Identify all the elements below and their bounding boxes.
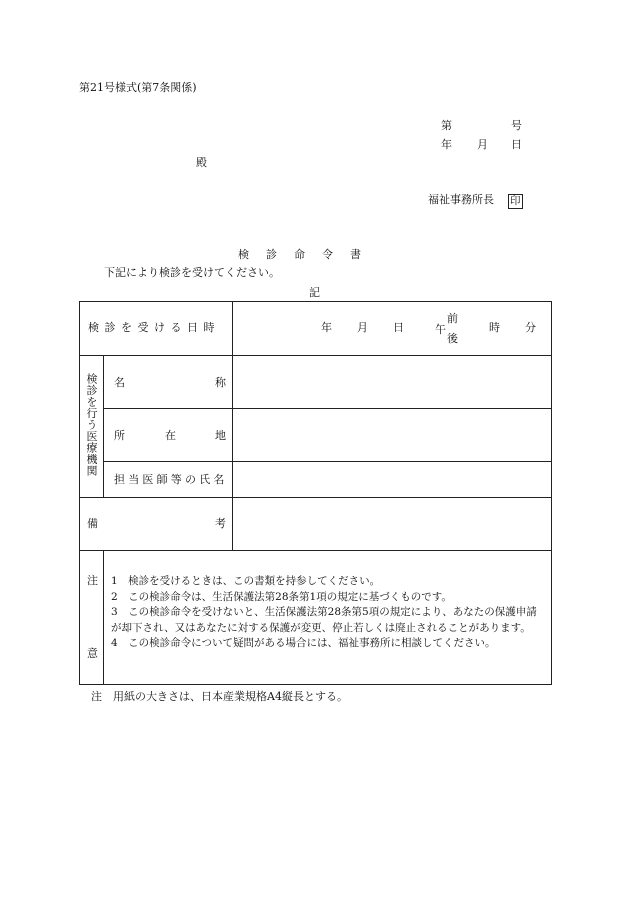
issuer-title: 福祉事務所長 bbox=[428, 193, 494, 206]
row-divider bbox=[80, 355, 551, 356]
issue-date-year: 年 bbox=[441, 138, 452, 151]
number-prefix: 第 bbox=[441, 119, 452, 132]
exam-hour: 時 bbox=[489, 321, 500, 334]
address-label-first: 所 bbox=[114, 429, 125, 442]
row-divider bbox=[103, 408, 551, 409]
institution-group-label: 検診を行う医療機関 bbox=[85, 373, 98, 477]
note-item: 1 検診を受けるときは、この書類を持参してください。 bbox=[111, 575, 381, 587]
exam-datetime-label: 検診を受ける日時 bbox=[88, 321, 220, 334]
note-item: 4 この検診命令について疑問がある場合には、福祉事務所に相談してください。 bbox=[111, 637, 496, 649]
am-label: 前 bbox=[447, 312, 458, 325]
form-number: 第21号様式(第7条関係) bbox=[79, 81, 197, 94]
notes-list bbox=[111, 574, 546, 652]
exam-date-year: 年 bbox=[321, 321, 332, 334]
remarks-label-last: 考 bbox=[215, 517, 226, 530]
addressee-suffix: 殿 bbox=[196, 156, 207, 169]
column-divider bbox=[103, 550, 104, 684]
exam-date-month: 月 bbox=[357, 321, 368, 334]
notes-label-first: 注 bbox=[87, 574, 98, 587]
column-divider bbox=[232, 302, 233, 550]
document-title: 検 診 命 令 書 bbox=[238, 248, 364, 261]
name-label-first: 名 bbox=[114, 376, 125, 389]
seal-mark bbox=[508, 191, 523, 209]
number-suffix: 号 bbox=[511, 119, 522, 132]
issue-date-month: 月 bbox=[477, 138, 488, 151]
issue-date-day: 日 bbox=[511, 138, 522, 151]
intro-text: 下記により検診を受けてください。 bbox=[104, 266, 280, 279]
name-label-last: 称 bbox=[215, 376, 226, 389]
exam-date-day: 日 bbox=[393, 321, 404, 334]
remarks-label-first: 備 bbox=[87, 517, 98, 530]
note-item: 3 この検診命令を受けないと、生活保護法第28条第5項の規定により、あなたの保護申請が却下され、又はあなたに対する保護が変更、停止若しくは廃止されることがあります。 bbox=[111, 606, 537, 634]
row-divider bbox=[80, 550, 551, 551]
doctor-name-label: 担当医師等の氏名 bbox=[114, 473, 228, 486]
column-divider bbox=[103, 355, 104, 497]
row-divider bbox=[103, 461, 551, 462]
exam-minute: 分 bbox=[525, 321, 536, 334]
notes-label-last: 意 bbox=[87, 647, 98, 660]
address-label-last: 地 bbox=[215, 429, 226, 442]
pm-label: 後 bbox=[447, 332, 458, 345]
address-label-middle: 在 bbox=[165, 429, 176, 442]
paper-size-note: 注 用紙の大きさは、日本産業規格A4縦長とする。 bbox=[91, 690, 348, 703]
go-character: 午 bbox=[435, 323, 446, 336]
note-item: 2 この検診命令は、生活保護法第28条第1項の規定に基づくものです。 bbox=[111, 590, 452, 603]
row-divider bbox=[80, 497, 551, 498]
ki-label: 記 bbox=[309, 286, 320, 299]
seal-label: 印 bbox=[510, 195, 521, 207]
